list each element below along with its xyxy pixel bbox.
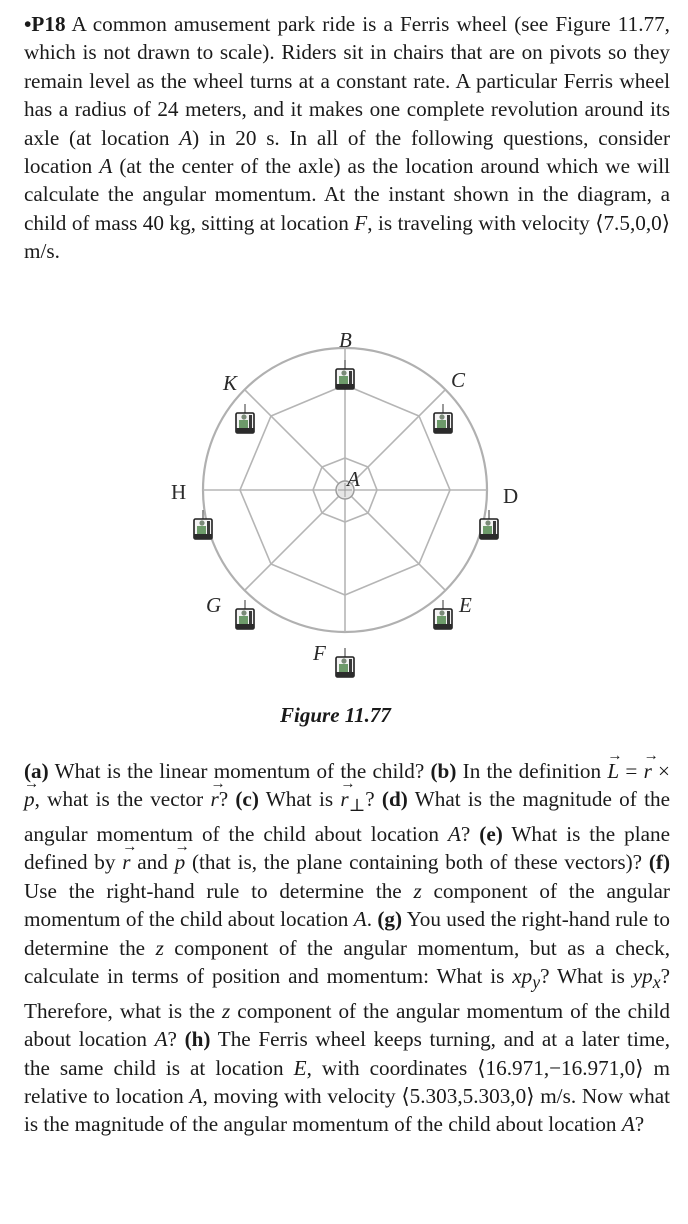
part-f-tag: (f) xyxy=(648,850,670,875)
label-d: D xyxy=(503,484,519,508)
part-h-tag: (h) xyxy=(184,1027,211,1052)
label-b: B xyxy=(339,328,352,352)
chair-b xyxy=(336,360,354,389)
question-parts: (a) What is the linear momentum of the child? (b) In the definition → L = → r × → p, what is the vector → r? (c) What is → $r_\perp$? (d) What is the magnitude of the angular momentum of the child about location A? (e) What is the plane defined by → r and → p (that is, the plane containing both of these vectors)? (f) Use the right-hand rule to determine the z component of the angular momentum of the child about location A. (g) You used the right-hand rule to determine the z component of the angular momentum, but as a check, calculate in terms of position and momentum: What is $xp_y$? What is $yp_x$? Therefore, what is the z component of the angular momentum of the child about location A? (h) The Ferris wheel keeps turning, and at a later time, the same child is at location E, with coordinates ⟨16.971,−16.971,0⟩ m relative to location A, moving with velocity ⟨5.303,5.303,0⟩ m/s. Now what is the magnitude of the angular momentum of the child about location A? xyxy=(24,757,670,1139)
chair-g xyxy=(236,600,254,629)
label-a: A xyxy=(347,467,360,491)
chair-k xyxy=(236,404,254,433)
chair-f xyxy=(336,648,354,677)
part-e-tag: (e) xyxy=(479,822,503,847)
part-a-tag: (a) xyxy=(24,759,49,783)
label-k: K xyxy=(223,371,238,395)
part-c-tag: (c) xyxy=(235,787,259,812)
chair-h xyxy=(194,510,212,539)
part-b-tag: (b) xyxy=(430,759,457,783)
chair-c xyxy=(434,404,452,433)
problem-number: •P18 xyxy=(24,12,66,36)
problem-statement: •P18 A common amusement park ride is a Ferris wheel (see Figure 11.77, which is not drawn to scale). Riders sit in chairs that are on pivots so they remain level as the wheel turns at a constant rate. A particular Ferris wheel has a radius of 24 meters, and it makes one complete revolution around its axle (at location A) in 20 s. In all of the following questions, consider location A (at the center of the axle) as the location around which we will calculate the angular momentum. At the instant shown in the diagram, a child of mass 40 kg, sitting at location F, is traveling with velocity ⟨7.5,0,0⟩ m/s. xyxy=(24,12,670,264)
chair-e xyxy=(434,600,452,629)
label-c: C xyxy=(451,368,466,392)
figure-caption: Figure 11.77 xyxy=(280,703,391,727)
chair-d xyxy=(480,510,498,539)
part-d-tag: (d) xyxy=(381,787,408,812)
label-f: F xyxy=(313,641,326,665)
label-g: G xyxy=(206,593,222,617)
label-e: E xyxy=(459,593,472,617)
part-g-tag: (g) xyxy=(377,907,403,932)
chairs xyxy=(194,360,498,677)
label-h: H xyxy=(171,480,187,504)
